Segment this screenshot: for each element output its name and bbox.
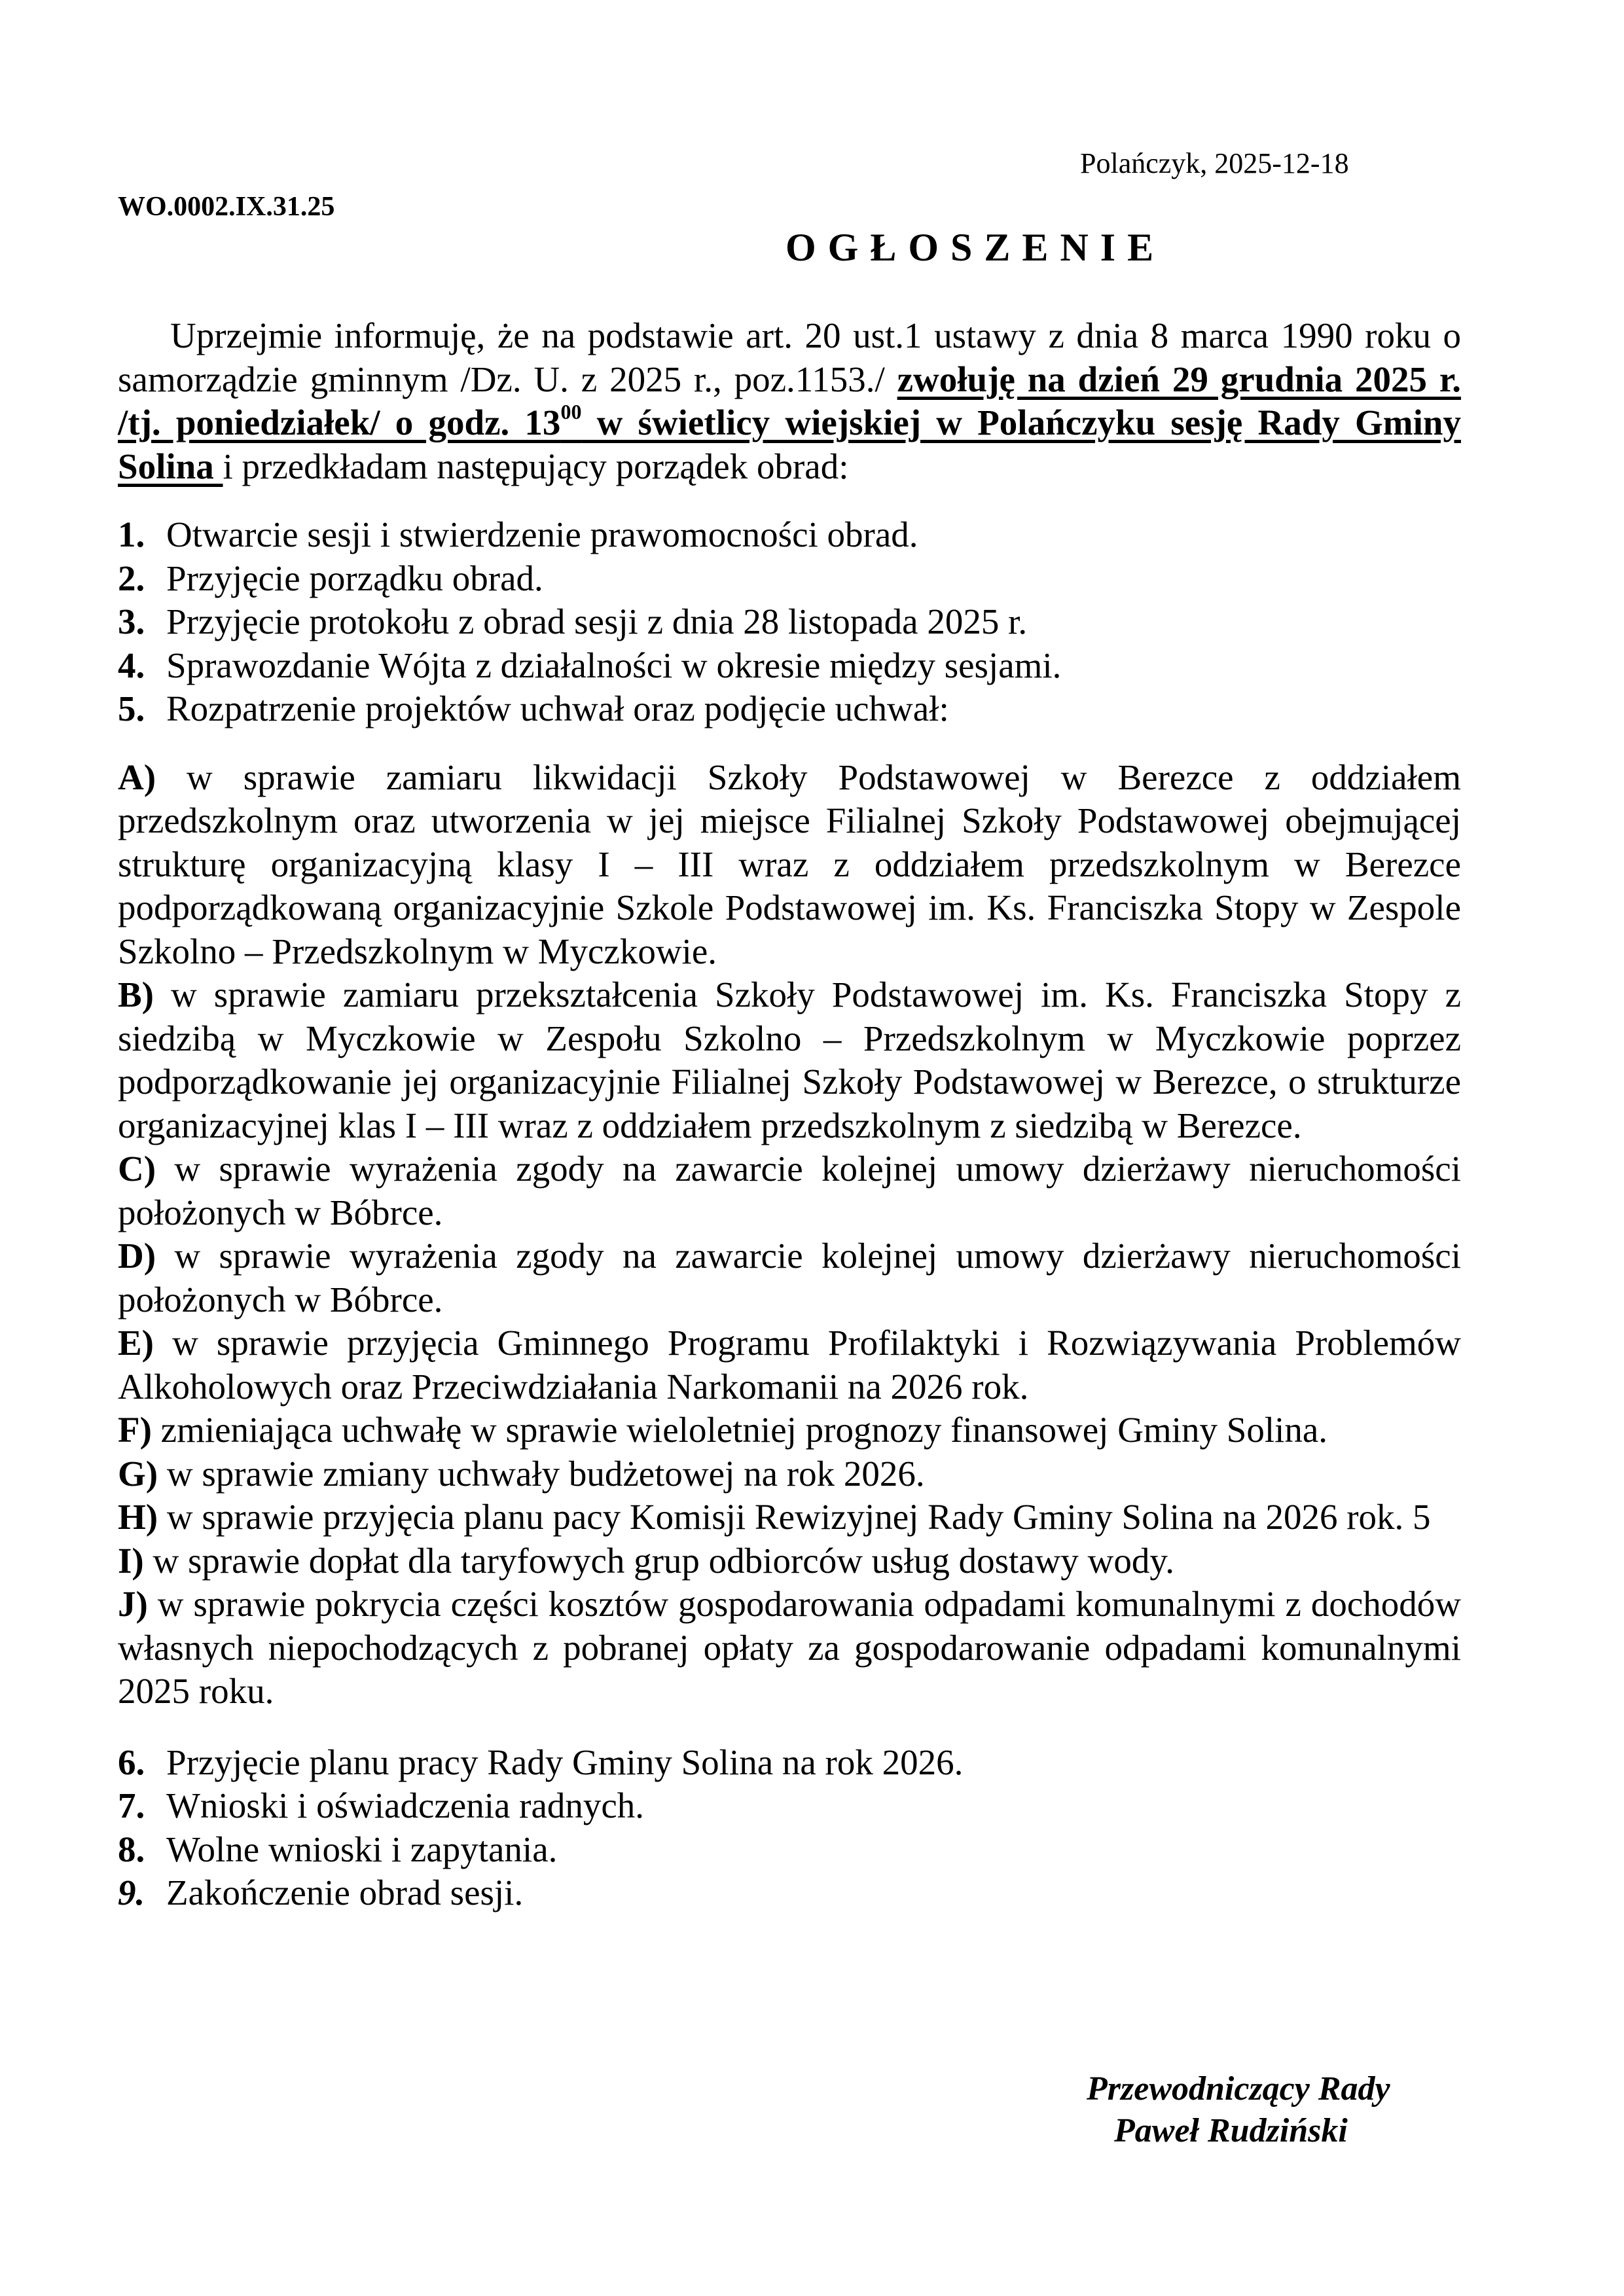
agenda-text: Zakończenie obrad sesji. (166, 1873, 524, 1912)
resolution-text: zmieniająca uchwałę w sprawie wieloletniej prognozy finansowej Gminy Solina. (151, 1410, 1328, 1450)
resolution-text: w sprawie wyrażenia zgody na zawarcie kolejnej umowy dzierżawy nieruchomości położonych w Bóbrce. (118, 1149, 1461, 1232)
resolution-text: w sprawie wyrażenia zgody na zawarcie kolejnej umowy dzierżawy nieruchomości położonych w Bóbrce. (118, 1236, 1461, 1319)
resolution-text: w sprawie zamiaru likwidacji Szkoły Podstawowej w Berezce z oddziałem przedszkolnym oraz utworzenia w jej miejsce Filialnej Szkoły Podstawowej obejmującej strukturę organizacyjną klasy I – III wraz z oddziałem przedszkolnym w Berezce podporządkowaną organizacyjnie Szkole Podstawowej im. Ks. Franciszka Stopy w Zespole Szkolno – Przedszkolnym w Myczkowie. (118, 757, 1461, 971)
agenda-list-continued (118, 1741, 1461, 1915)
agenda-text: Wnioski i oświadczenia radnych. (166, 1785, 645, 1825)
signature-role: Przewodniczący Rady (1087, 2070, 1390, 2108)
resolution-item (118, 1583, 1461, 1713)
resolution-text: w sprawie dopłat dla taryfowych grup odbiorców usług dostawy wody. (143, 1540, 1175, 1581)
resolution-item (118, 1234, 1461, 1321)
agenda-number: 8. (118, 1829, 145, 1869)
resolution-label: G) (118, 1453, 158, 1494)
resolution-text: w sprawie zamiaru przekształcenia Szkoły Podstawowej im. Ks. Franciszka Stopy z siedzibą w Myczkowie w Zespołu Szkolno – Przedszkolnym w Myczkowie poprzez podporządkowanie jej organizacyjnie Filialnej Szkoły Podstawowej w Berezce, o strukturze organizacyjnej klas I – III wraz z oddziałem przedszkolnym z siedzibą w Berezce. (118, 975, 1461, 1145)
resolution-item (118, 1496, 1461, 1539)
resolution-text: w sprawie zmiany uchwały budżetowej na rok 2026. (158, 1453, 925, 1494)
resolution-item (118, 1321, 1461, 1408)
resolution-item (118, 756, 1461, 974)
agenda-item (118, 557, 1461, 601)
agenda-text: Przyjęcie planu pracy Rady Gminy Solina na rok 2026. (166, 1742, 964, 1782)
resolution-label: E) (118, 1323, 154, 1363)
session-time-minutes: 00 (560, 400, 582, 423)
resolution-item (118, 973, 1461, 1147)
resolution-item (118, 1408, 1461, 1452)
agenda-text: Przyjęcie porządku obrad. (166, 558, 543, 598)
resolution-list (118, 756, 1461, 1713)
document-body (118, 314, 1461, 1915)
resolution-label: H) (118, 1497, 158, 1537)
resolution-item (118, 1147, 1461, 1234)
agenda-text: Rozpatrzenie projektów uchwał oraz podjęcie uchwał: (166, 689, 949, 728)
agenda-item (118, 1784, 1461, 1828)
agenda-text: Wolne wnioski i zapytania. (166, 1829, 558, 1869)
agenda-number: 2. (118, 558, 145, 598)
reference-number: WO.0002.IX.31.25 (118, 192, 335, 222)
resolution-label: A) (118, 757, 156, 797)
resolution-label: D) (118, 1236, 156, 1276)
page-title: OGŁOSZENIE (785, 226, 1166, 269)
agenda-list (118, 513, 1461, 731)
session-date: zwołuję na dzień 29 grudnia 2025 r. /tj. poniedziałek/ o godz. 13 (118, 359, 1462, 442)
agenda-number: 9. (118, 1873, 145, 1912)
resolution-label: B) (118, 975, 154, 1014)
agenda-number: 6. (118, 1742, 145, 1782)
intro-text: Uprzejmie informuję, że na podstawie art. 20 ust.1 ustawy z dnia 8 marca 1990 roku o samorządzie gminnym /Dz. U. z 2025 r., poz.1153./ (118, 315, 1461, 399)
place-date: Polańczyk, 2025-12-18 (1080, 147, 1349, 179)
resolution-label: C) (118, 1149, 156, 1189)
signature-block (1087, 2068, 1390, 2152)
intro-paragraph (118, 314, 1461, 488)
resolution-text: w sprawie przyjęcia Gminnego Programu Profilaktyki i Rozwiązywania Problemów Alkoholowych oraz Przeciwdziałania Narkomanii na 2026 rok. (118, 1323, 1461, 1407)
session-place: w świetlicy wiejskiej w Polańczyku sesję Rady Gminy Solina (118, 403, 1461, 486)
agenda-number: 1. (118, 514, 145, 554)
agenda-item (118, 644, 1461, 688)
resolution-label: J) (118, 1584, 148, 1624)
agenda-number: 5. (118, 689, 145, 728)
agenda-text: Sprawozdanie Wójta z działalności w okresie między sesjami. (166, 645, 1062, 685)
agenda-text: Otwarcie sesji i stwierdzenie prawomocności obrad. (166, 514, 918, 554)
intro-tail: i przedkładam następujący porządek obrad: (223, 446, 849, 486)
resolution-text: w sprawie przyjęcia planu pacy Komisji Rewizyjnej Rady Gminy Solina na 2026 rok. 5 (158, 1497, 1431, 1537)
agenda-number: 4. (118, 645, 145, 685)
resolution-item (118, 1539, 1461, 1583)
agenda-item (118, 1828, 1461, 1872)
agenda-item (118, 513, 1461, 557)
resolution-label: F) (118, 1410, 152, 1450)
resolution-text: w sprawie pokrycia części kosztów gospodarowania odpadami komunalnymi z dochodów własnych niepochodzących z pobranej opłaty za gospodarowanie odpadami komunalnymi 2025 roku. (118, 1584, 1461, 1711)
agenda-item (118, 600, 1461, 644)
agenda-number: 3. (118, 601, 145, 641)
signature-name: Paweł Rudziński (1114, 2112, 1348, 2149)
resolution-label: I) (118, 1540, 144, 1581)
agenda-item (118, 687, 1461, 731)
resolution-item (118, 1452, 1461, 1496)
agenda-item (118, 1741, 1461, 1785)
agenda-item (118, 1871, 1461, 1915)
agenda-text: Przyjęcie protokołu z obrad sesji z dnia 28 listopada 2025 r. (166, 601, 1028, 641)
agenda-number: 7. (118, 1785, 145, 1825)
